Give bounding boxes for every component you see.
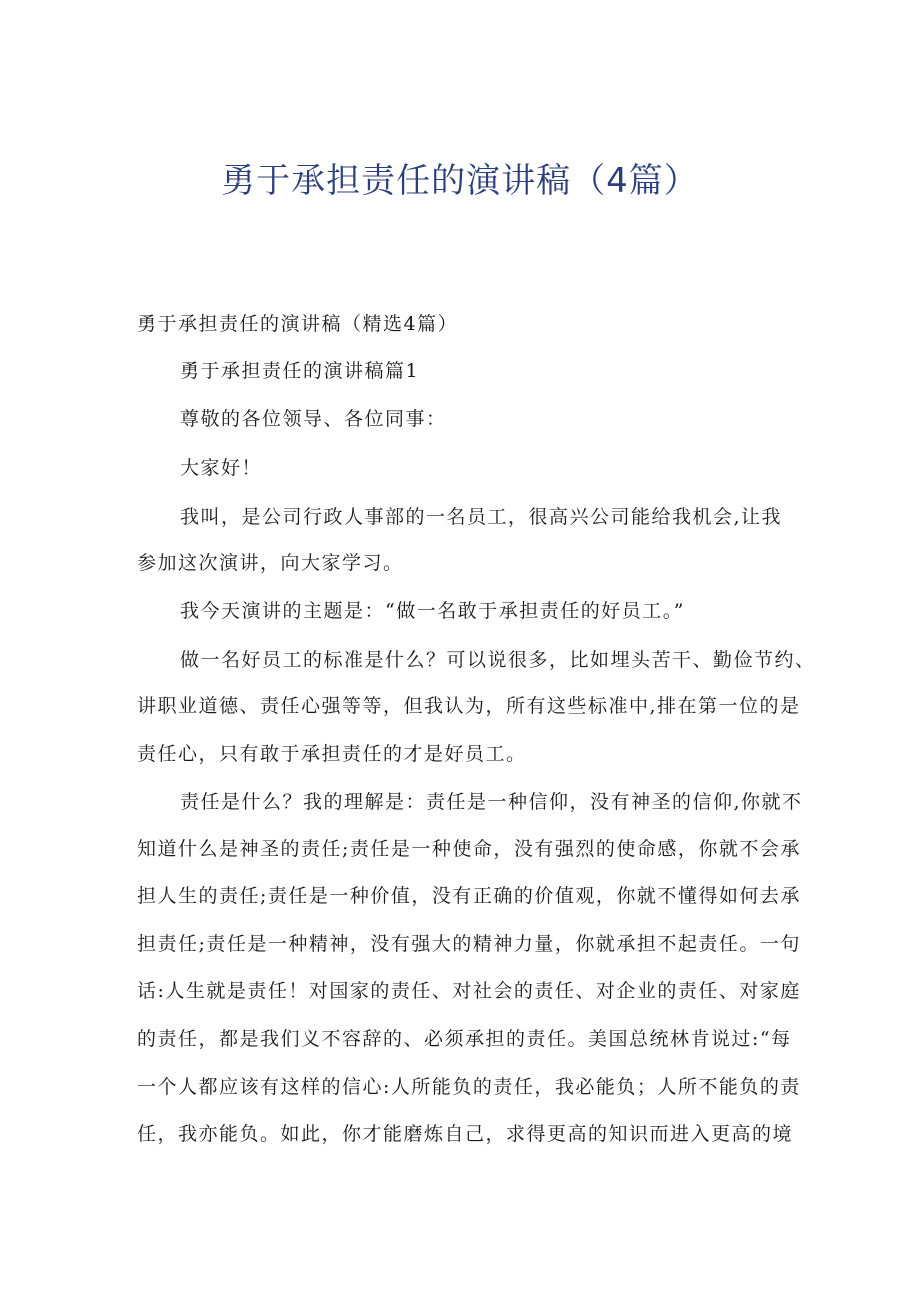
paragraph-line: 责任是什么？我的理解是：责任是一种信仰，没有神圣的信仰,你就不 [180,791,803,813]
paragraph-line: 讲职业道德、责任心强等等，但我认为，所有这些标准中,排在第一位的是 [137,695,801,717]
section-heading: 勇于承担责任的演讲稿篇1 [180,360,420,382]
paragraph-line: 我今天演讲的主题是：“做一名敢于承担责任的好员工。” [180,600,685,622]
salutation: 尊敬的各位领导、各位同事： [180,408,447,430]
paragraph-line: 话:人生就是责任！对国家的责任、对社会的责任、对企业的责任、对家庭 [137,980,801,1002]
paragraph-line: 一个人都应该有这样的信心:人所能负的责任，我必能负；人所不能负的责 [137,1076,801,1098]
paragraph-line: 责任心，只有敢于承担责任的才是好员工。 [137,743,527,765]
paragraph-line: 担人生的责任;责任是一种价值，没有正确的价值观，你就不懂得如何去承 [137,885,801,907]
document-title: 勇于承担责任的演讲稿（4篇） [221,161,699,201]
paragraph-line: 任，我亦能负。如此，你才能磨炼自己，求得更高的知识而进入更高的境 [137,1123,794,1145]
paragraph-line: 知道什么是神圣的责任;责任是一种使命，没有强烈的使命感，你就不会承 [137,838,801,860]
paragraph-line: 我叫，是公司行政人事部的一名员工，很高兴公司能给我机会,让我 [180,506,783,528]
paragraph-line: 参加这次演讲，向大家学习。 [137,552,404,574]
paragraph-line: 做一名好员工的标准是什么？可以说很多，比如埋头苦干、勤俭节约、 [180,649,816,671]
paragraph-line: 担责任;责任是一种精神，没有强大的精神力量，你就承担不起责任。一句 [137,933,801,955]
paragraph-line: 的责任，都是我们义不容辞的、必须承担的责任。美国总统林肯说过:“每 [137,1028,792,1050]
subtitle-line: 勇于承担责任的演讲稿（精选4篇） [137,313,459,335]
greeting: 大家好！ [180,457,263,479]
